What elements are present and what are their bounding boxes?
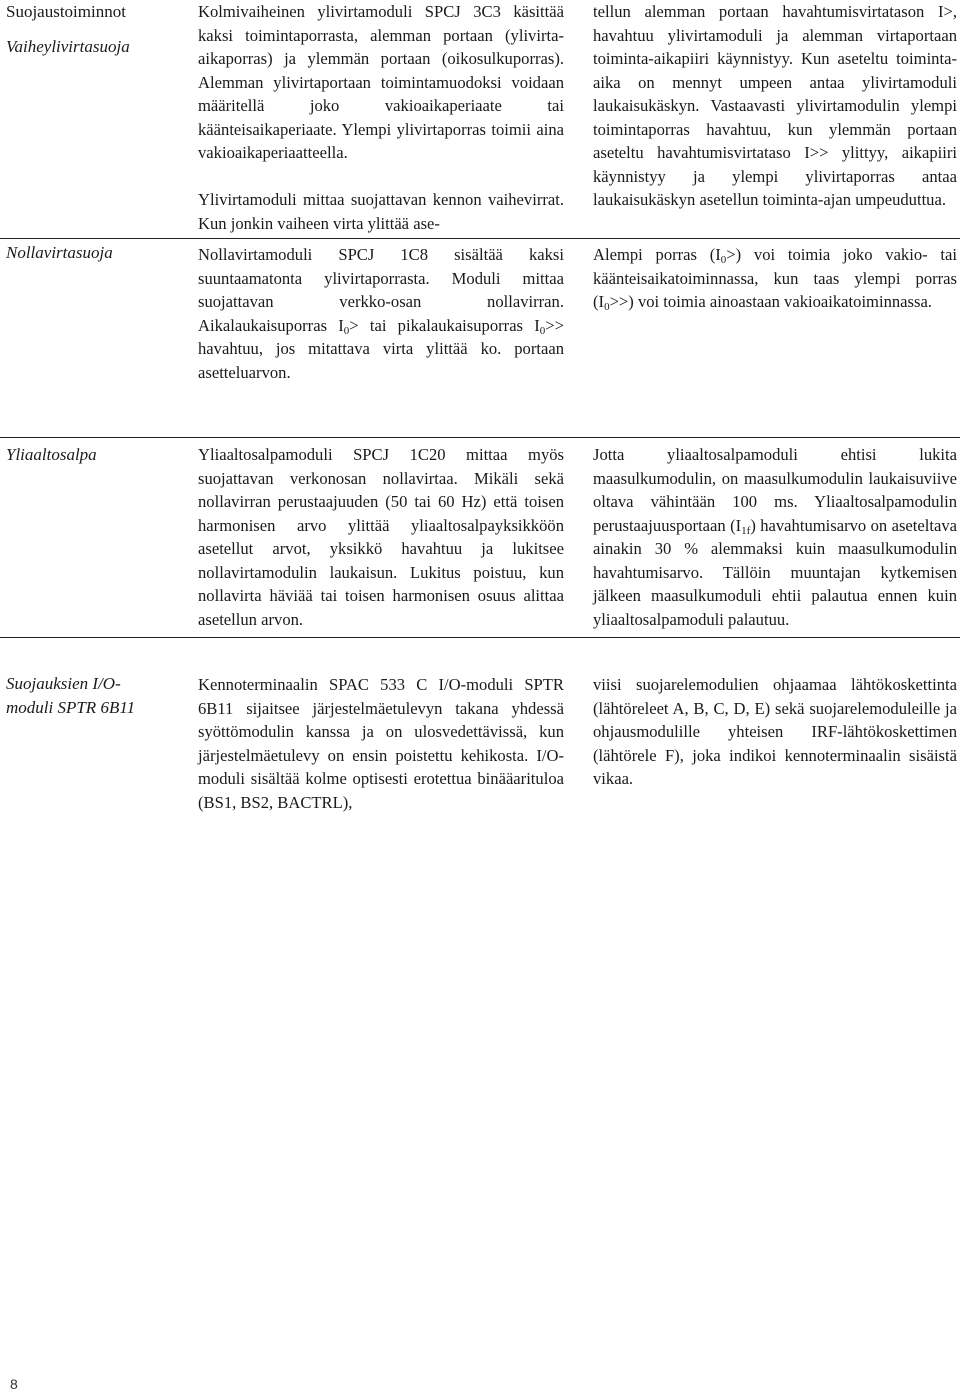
heading-nollavirtasuoja: Nollavirtasuoja — [6, 243, 113, 262]
section-heading-suojaustoiminnot — [6, 0, 176, 58]
paragraph: Ylivirtamoduli mittaa suojattavan kennon vaihevirrat. Kun jonkin vaiheen virta ylittää ase- — [198, 190, 564, 233]
paragraph: Kolmivaiheinen ylivirtamoduli SPCJ 3C3 käsittää kaksi toimintaporrasta, alemman portaan (ylivirta-aikaporras) ja ylemmän portaan (oikosulkuporras). Alemman ylivirtaportaan toimintamuodoksi voidaan määritellä joko vakioaikaperiaate tai käänteisaikaperiaate. Ylempi ylivirtaporras toimii aina vakioaikaperiaatteella. — [198, 2, 564, 162]
column-left-yliaaltosalpa — [198, 443, 564, 631]
paragraph: Jotta yliaaltosalpamoduli ehtisi lukita maasulkumodulin, on maasulkumodulin laukaisuviive oltava vähintään 100 ms. Yliaaltosalpamodulin perustaajuusportaan $(I_{1f})$ havahtumisarvo on aseteltava ainakin 30 % alemmaksi kuin maasulkumodulin havahtumisarvo. Tällöin muuntajan kytkemisen jälkeen maasulkumoduli ehtii palautua ennen kuin yliaaltosalpamoduli palautuu. — [593, 445, 957, 629]
column-right-nollavirtasuoja — [593, 243, 957, 314]
column-left-io-moduli — [198, 673, 564, 814]
column-right-vaiheylivirtasuoja — [593, 0, 957, 212]
section-divider — [0, 238, 960, 239]
section-divider — [0, 437, 960, 438]
column-left-nollavirtasuoja — [198, 243, 564, 384]
paragraph: Nollavirtamoduli SPCJ 1C8 sisältää kaksi suuntaamatonta ylivirtaporrasta. Moduli mittaa suojattavan verkko-osan nollavirran. Aikalaukaisuporras $I_0>$ tai pikalaukaisuporras $I_0>>$ havahtuu, jos mitattava virta ylittää ko. portaan asetteluarvon. — [198, 245, 564, 382]
section-heading-nollavirtasuoja — [6, 241, 176, 265]
section-heading-io-moduli — [6, 672, 166, 719]
column-left-vaiheylivirtasuoja — [198, 0, 564, 235]
paragraph: Alempi porras $(I_0>)$ voi toimia joko vakio- tai käänteisaikatoiminnassa, kun taas ylempi porras $(I_0>>)$ voi toimia ainoastaan vakioaikatoiminnassa. — [593, 245, 957, 313]
heading-suojaustoiminnot: Suojaustoiminnot — [6, 2, 126, 21]
paragraph: viisi suojarelemodulien ohjaamaa lähtökoskettinta (lähtöreleet A, B, C, D, E) sekä suojarelemoduleille ja ohjausmodulille yhteisen IRF-lähtökoskettimen (lähtörele F), joka indikoi kennoterminaalin sisäistä vikaa. — [593, 675, 957, 788]
column-right-yliaaltosalpa — [593, 443, 957, 631]
heading-io-moduli: Suojauksien I/O-moduli SPTR 6B11 — [6, 674, 136, 717]
section-heading-yliaaltosalpa — [6, 443, 176, 467]
paragraph: tellun alemman portaan havahtumisvirtatason I>, havahtuu ylivirtamoduli ja alemman virtaportaan toiminta-aikapiiri käynnistyy. Kun aseteltu toiminta-aika on mennyt umpeen antaa ylivirtamoduli laukaisukäskyn. Vastaavasti ylivirtamodulin ylempi toimintaporras havahtuu, kun ylemmän portaan aseteltu havahtumisvirtataso I>> ylittyy, aikapiiri käynnistyy ja ylempi ylivirtaporras antaa laukaisukäskyn asetellun toiminta-ajan umpeuduttua. — [593, 2, 957, 209]
heading-yliaaltosalpa: Yliaaltosalpa — [6, 445, 97, 464]
page-number: 8 — [10, 1376, 18, 1392]
paragraph: Yliaaltosalpamoduli SPCJ 1C20 mittaa myös suojattavan verkonosan nollavirtaa. Mikäli sekä nollavirran perustaajuuden (50 tai 60 Hz) että toisen harmonisen arvo ylittää yliaaltosalpayksikköön asetellut arvot, yksikkö havahtuu ja lukitsee nollavirtamodulin laukaisun. Lukitus poistuu, kun nollavirta häviää tai toisen harmonisen osuus alittaa asetellun arvon. — [198, 445, 564, 629]
column-right-io-moduli — [593, 673, 957, 791]
paragraph: Kennoterminaalin SPAC 533 C I/O-moduli SPTR 6B11 sijaitsee järjestelmäetulevyn takana yhdessä syöttömodulin kanssa ja on ulosvedettävissä, kun järjestelmäetulevy on ensin poistettu kehikosta. I/O-moduli sisältää kolme optisesti erotettua binääarituloa (BS1, BS2, BACTRL), — [198, 675, 564, 812]
section-divider — [0, 637, 960, 638]
subheading-vaiheylivirtasuoja: Vaiheylivirtasuoja — [6, 36, 130, 56]
